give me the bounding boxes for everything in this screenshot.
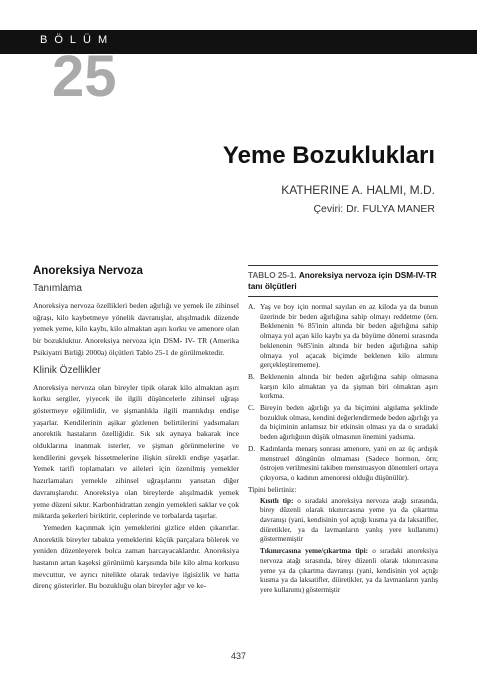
criterion-text: Kadınlarda menarş sonrası amenore, yani en az üç ardışık menstruel döngünün olmaması (Sadece hormon, örn; östrojen verilmesini takiben menstruasyon dönemleri ortaya çıkıyorsa, o kadının amenoresi olduğu düşünülür). bbox=[260, 443, 438, 482]
definition-paragraph: Anoreksiya nervoza özellikleri beden ağırlığı ve yemek ile zihinsel uğraşı, kilo kaybetmeye yönelik davranışlar, alışılmadık düzende yemek yeme, kilo kaybı, kilo almaktan aşırı korku ve amenore olan bir bozukluktur. Anoreksiya nervoza için DSM- IV- TR (Amerika Psikiyatri Birliği 2000a) ölçütleri Tablo 25-1 de görülmektedir. bbox=[33, 301, 239, 357]
criteria-list bbox=[248, 302, 438, 483]
left-column bbox=[33, 265, 239, 592]
criterion-letter: A. bbox=[248, 302, 256, 311]
criterion-letter: D. bbox=[248, 443, 256, 453]
criterion-a bbox=[248, 302, 438, 370]
table-name: Anoreksiya nervoza için DSM-IV-TR tanı ölçütleri bbox=[248, 271, 437, 291]
criterion-text: Beklenenin altında bir beden ağırlığına sahip olmasına karşın kilo almaktan ya da şişman biri olmaktan aşırı korkma. bbox=[260, 371, 438, 401]
clinical-paragraph: Anoreksiya nervoza olan bireyler tipik olarak kilo almaktan aşırı korku sergiler, yiyecek ile ilgili düşüncelerle zihinsel uğraşı göstermeye eğilimlidir, ve şişmanlıkla ilgili mantıkdışı endişe yaşarlar. Kendilerinin aşikar gözlenen belirtilerini yadsımaları anorektik hastaların özelliğidir. Sık sık aynaya bakarak ince olduklarına inanmak isterler, ve şişman görünmelerine ve kendilerini gevşek hissetmelerine ilişkin sürekli endişe yaşarlar. Yemek tarifi toplamaları ve aileleri için özenilmiş yemekler hazırlamaları yemekle zihinsel uğraşılarını yansıtan diğer davranışlarıdır. Anoreksiya olan bireylerde alışılmadık yemek yeme düzeni sıktır. Karbonhidrattan zengin yemekleri saklar ve çok miktarda şekerleri biriktirir, ceplerinde ve torbalarda taşırlar. bbox=[33, 382, 239, 521]
diagnostic-criteria-table bbox=[248, 265, 438, 598]
specify-label: Tipini belirtiniz: bbox=[248, 484, 297, 494]
specifier-name: Tıkınırcasına yeme/çıkartma tipi: bbox=[260, 547, 369, 556]
chapter-label: BÖLÜM bbox=[40, 34, 115, 46]
criterion-c bbox=[248, 403, 438, 442]
criterion-d bbox=[248, 444, 438, 483]
table-label: TABLO 25-1. bbox=[248, 271, 297, 280]
criterion-text: Bireyin beden ağırlığı ya da biçimini algılama şeklinde bozukluk olması, kendini değerlendirmede beden ağırlığı ya da biçiminin anlamsız bir etkinsin olması ya da o sıradaki beden ağırlığının düşük olmasının önemini yadsıma. bbox=[260, 403, 438, 442]
page-number: 437 bbox=[230, 651, 247, 661]
clinical-paragraph-2: Yemeden kaçınmak için yemeklerini gizlice elden çıkarırlar. Anorektik bireyler tabakta yemeklerini küçük parçalara bölerek ve yeniden düzenleyerek bolca zaman harcayacaklardır. Anoreksiya hastanın artan kaşeksi görünümü karşısında bile kilo alma korkusu mevcuttur, ve ayrıcı nitelikte olarak tedaviye ilgisizlik ve hatta direnç gösterirler. Bu bozukluğu olan bireyler ağır ve ke- bbox=[33, 522, 239, 591]
specifier-text: o sıradaki anoreksiya nervoza atağı sırasında, birey düzenli olarak tıkınırcasına yeme ya da çıkartma davranışı (yani, kendisinin yol açtığı kusma ya da laksatifler, diüretikler, ya da lavmanların yanlış yere kullanımı) göstermemiştir bbox=[260, 496, 438, 544]
specifier-name: Kısıtlı tip: bbox=[260, 496, 294, 505]
chapter-title: Yeme Bozuklukları bbox=[222, 142, 435, 169]
chapter-number: 25 bbox=[52, 44, 117, 109]
author-name: KATHERINE A. HALMI, M.D. bbox=[281, 183, 435, 197]
table-header-rule bbox=[248, 296, 438, 297]
criterion-letter: C. bbox=[248, 403, 255, 413]
criterion-letter: B. bbox=[248, 371, 255, 381]
table-caption bbox=[248, 271, 438, 292]
subheading-clinical-features: Klinik Özellikler bbox=[33, 364, 101, 376]
criterion-text: Yaş ve boy için normal sayılan en az kiloda ya da bunun üzerinde bir beden ağırlığına sahip olmayı reddetme (örn. Beklenenin % 85'inin altında bir beden ağırlığına sahip olmaya yol açan kilo kaybı ya da büyüme dönemi sırasında beklenenin %85'inin altında bir beden ağırlığına sahip olmaya yol açacak biçimde beklenen kilo alımını gerçekleştirememe). bbox=[260, 302, 438, 370]
subheading-definition: Tanımlama bbox=[33, 283, 82, 294]
table-top-rule bbox=[248, 265, 438, 266]
translator-credit: Çeviri: Dr. FULYA MANER bbox=[313, 203, 435, 215]
section-title: Anoreksiya Nervoza bbox=[33, 265, 143, 277]
specifier-binge-purge bbox=[248, 547, 438, 596]
specifier-text: o sıradaki anoreksiya nervoza atağı sırasında, birey düzenli olarak tıkınırcasına yeme ya da çıkartma davranışı (yani, kendisinin yol açtığı kusma ya da laksatifler, diüretikler, ya da lavmanların yanlış yere kullanımı) göstermiştir bbox=[260, 547, 438, 594]
specifier-restricting bbox=[248, 497, 438, 546]
criterion-b bbox=[248, 372, 438, 401]
